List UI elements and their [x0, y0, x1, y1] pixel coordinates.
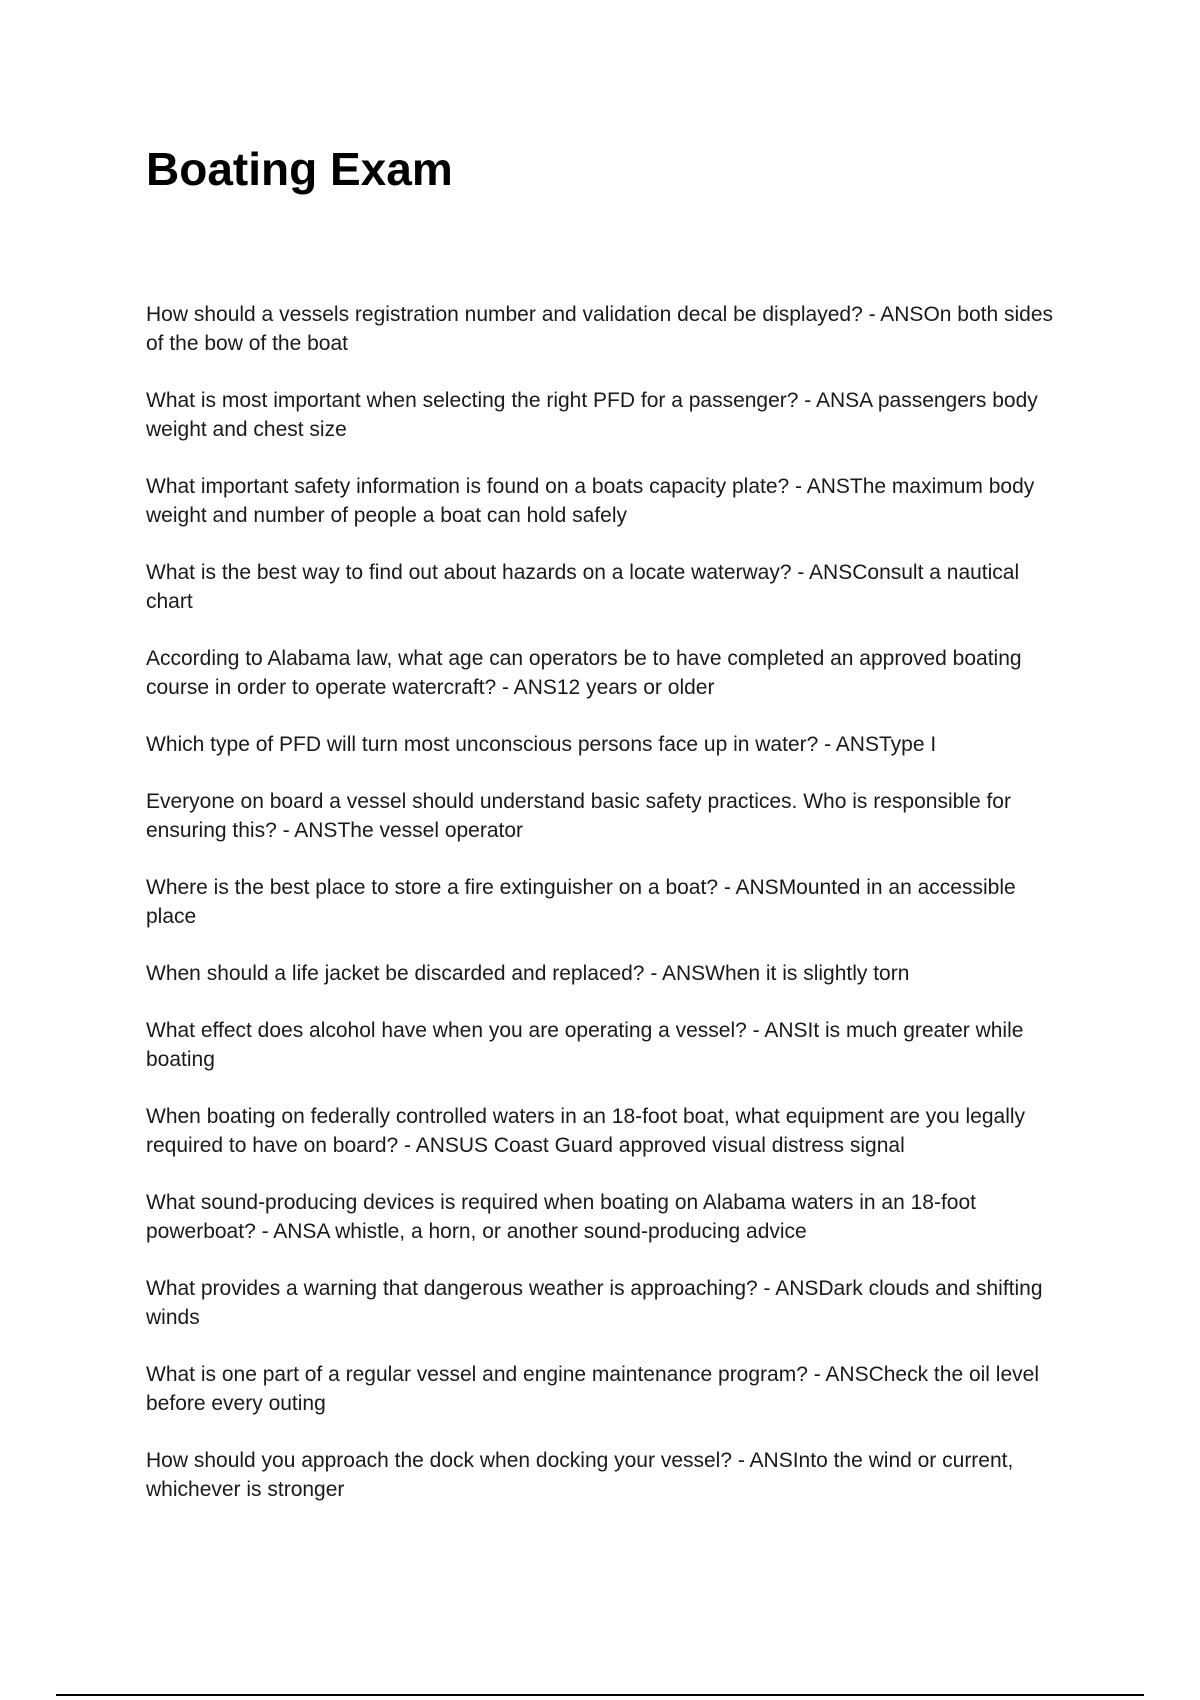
qa-item [146, 1188, 1066, 1246]
question-text: Where is the best place to store a fire extinguisher on a boat? - ANS [146, 876, 779, 899]
footer-divider [56, 1694, 1144, 1696]
question-text: When boating on federally controlled waters in an 18-foot boat, what equipment are you legally required to have on board? - ANS [146, 1105, 1026, 1157]
qa-item [146, 1446, 1066, 1504]
answer-text: US Coast Guard approved visual distress signal [458, 1134, 905, 1157]
question-text: Everyone on board a vessel should understand basic safety practices. Who is responsible for ensuring this? - ANS [146, 790, 1011, 842]
qa-list [146, 300, 1066, 1532]
qa-item [146, 1274, 1066, 1332]
qa-item [146, 1102, 1066, 1160]
question-text: When should a life jacket be discarded and replaced? - ANS [146, 962, 706, 985]
answer-text: Consult a nautical chart [146, 561, 1020, 613]
answer-text: Mounted in an accessible place [146, 876, 1016, 928]
qa-item [146, 959, 1066, 988]
question-text: What effect does alcohol have when you are operating a vessel? - ANS [146, 1019, 808, 1042]
answer-text: Into the wind or current, whichever is stronger [146, 1449, 1014, 1501]
answer-text: On both sides of the bow of the boat [146, 303, 1054, 355]
qa-item [146, 386, 1066, 444]
answer-text: Dark clouds and shifting winds [146, 1277, 1043, 1329]
question-text: What is one part of a regular vessel and engine maintenance program? - ANS [146, 1363, 869, 1386]
qa-item [146, 300, 1066, 358]
question-text: What is most important when selecting the right PFD for a passenger? - ANS [146, 389, 860, 412]
question-text: Which type of PFD will turn most unconscious persons face up in water? - ANS [146, 733, 879, 756]
question-text: What provides a warning that dangerous weather is approaching? - ANS [146, 1277, 819, 1300]
question-text: According to Alabama law, what age can operators be to have completed an approved boating course in order to operate watercraft? - ANS [146, 647, 1022, 699]
answer-text: It is much greater while boating [146, 1019, 1024, 1071]
qa-item [146, 472, 1066, 530]
answer-text: The maximum body weight and number of people a boat can hold safely [146, 475, 1035, 527]
question-text: How should you approach the dock when docking your vessel? - ANS [146, 1449, 793, 1472]
answer-text: The vessel operator [337, 819, 524, 842]
qa-item [146, 1360, 1066, 1418]
answer-text: 12 years or older [556, 676, 715, 699]
answer-text: A passengers body weight and chest size [146, 389, 1038, 441]
qa-item [146, 558, 1066, 616]
qa-item [146, 787, 1066, 845]
qa-item [146, 730, 1066, 759]
question-text: How should a vessels registration number and validation decal be displayed? - ANS [146, 303, 924, 326]
qa-item [146, 644, 1066, 702]
qa-item [146, 873, 1066, 931]
qa-item [146, 1016, 1066, 1074]
answer-text: A whistle, a horn, or another sound-producing advice [316, 1220, 807, 1243]
answer-text: When it is slightly torn [705, 962, 910, 985]
question-text: What is the best way to find out about hazards on a locate waterway? - ANS [146, 561, 853, 584]
answer-text: Check the oil level before every outing [146, 1363, 1039, 1415]
question-text: What sound-producing devices is required when boating on Alabama waters in an 18-foot powerboat? - ANS [146, 1191, 977, 1243]
page-title: Boating Exam [146, 143, 453, 195]
answer-text: Type I [878, 733, 937, 756]
question-text: What important safety information is found on a boats capacity plate? - ANS [146, 475, 850, 498]
